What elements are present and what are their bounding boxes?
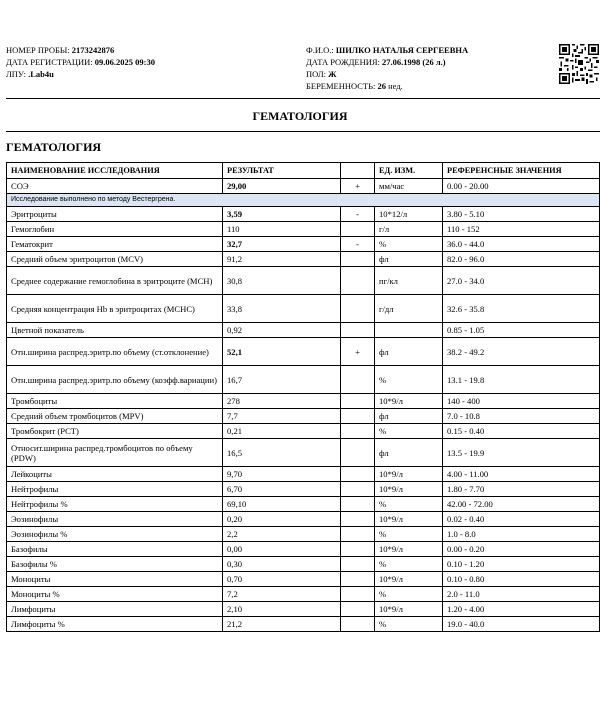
result-value-cell: 91,2	[223, 252, 341, 267]
result-flag-cell	[341, 295, 375, 323]
result-value-cell: 9,70	[223, 467, 341, 482]
registration-date-value: 09.06.2025 09:30	[94, 57, 155, 67]
test-name-cell: Базофилы	[7, 542, 223, 557]
test-name-cell: Гематокрит	[7, 237, 223, 252]
test-name-cell: Цветной показатель	[7, 323, 223, 338]
test-name-cell: Относит.ширина распред.тромбоцитов по объему (PDW)	[7, 439, 223, 467]
col-header-unit: ЕД. ИЗМ.	[375, 163, 443, 179]
patient-name-value: ШИЛКО НАТАЛЬЯ СЕРГЕЕВНА	[335, 45, 469, 55]
table-row	[7, 409, 600, 424]
unit-cell: 10*9/л	[375, 512, 443, 527]
result-flag-cell	[341, 512, 375, 527]
result-value-cell: 0,92	[223, 323, 341, 338]
result-flag-cell	[341, 542, 375, 557]
reference-range-cell: 1.20 - 4.00	[443, 602, 600, 617]
result-value-cell: 30,8	[223, 267, 341, 295]
col-header-name: НАИМЕНОВАНИЕ ИССЛЕДОВАНИЯ	[7, 163, 223, 179]
result-flag-cell	[341, 602, 375, 617]
test-name-cell: Эозинофилы %	[7, 527, 223, 542]
reference-range-cell: 19.0 - 40.0	[443, 617, 600, 632]
reference-range-cell: 38.2 - 49.2	[443, 338, 600, 366]
result-flag-cell	[341, 467, 375, 482]
result-flag-cell: -	[341, 207, 375, 222]
registration-date-line	[6, 56, 155, 68]
reference-range-cell: 0.10 - 0.80	[443, 572, 600, 587]
registration-date-label: ДАТА РЕГИСТРАЦИИ:	[6, 57, 93, 67]
test-name-cell: Среднее содержание гемоглобина в эритроците (MCH)	[7, 267, 223, 295]
table-row	[7, 366, 600, 394]
result-flag-cell	[341, 572, 375, 587]
table-row	[7, 587, 600, 602]
table-row	[7, 557, 600, 572]
unit-cell: мм/час	[375, 179, 443, 194]
reference-range-cell: 4.00 - 11.00	[443, 467, 600, 482]
result-flag-cell	[341, 424, 375, 439]
result-flag-cell	[341, 409, 375, 424]
table-row	[7, 179, 600, 194]
test-name-cell: Лейкоциты	[7, 467, 223, 482]
reference-range-cell: 140 - 400	[443, 394, 600, 409]
unit-cell: 10*9/л	[375, 542, 443, 557]
lpu-value: .Lab4u	[28, 69, 54, 79]
test-name-cell: Средняя концентрация Hb в эритроцитах (MCHC)	[7, 295, 223, 323]
table-row	[7, 394, 600, 409]
col-header-result: РЕЗУЛЬТАТ	[223, 163, 341, 179]
unit-cell: фл	[375, 439, 443, 467]
patient-header-left	[6, 44, 155, 80]
table-row	[7, 424, 600, 439]
patient-name-line	[306, 44, 468, 56]
table-row	[7, 617, 600, 632]
unit-cell: 10*9/л	[375, 394, 443, 409]
result-flag-cell	[341, 587, 375, 602]
result-value-cell: 2,2	[223, 527, 341, 542]
table-row	[7, 338, 600, 366]
result-value-cell: 7,7	[223, 409, 341, 424]
table-row	[7, 295, 600, 323]
result-flag-cell: +	[341, 338, 375, 366]
reference-range-cell: 0.15 - 0.40	[443, 424, 600, 439]
reference-range-cell: 1.80 - 7.70	[443, 482, 600, 497]
table-row	[7, 267, 600, 295]
method-note: Исследование выполнено по методу Вестергрена.	[7, 194, 600, 207]
unit-cell	[375, 323, 443, 338]
result-flag-cell	[341, 439, 375, 467]
result-value-cell: 52,1	[223, 338, 341, 366]
reference-range-cell: 2.0 - 11.0	[443, 587, 600, 602]
pregnancy-value: 26	[377, 81, 386, 91]
result-value-cell: 29,00	[223, 179, 341, 194]
reference-range-cell: 0.00 - 0.20	[443, 542, 600, 557]
result-flag-cell	[341, 252, 375, 267]
reference-range-cell: 0.02 - 0.40	[443, 512, 600, 527]
patient-name-label: Ф.И.О.:	[306, 45, 334, 55]
test-name-cell: Лимфоциты	[7, 602, 223, 617]
result-flag-cell	[341, 617, 375, 632]
reference-range-cell: 42.00 - 72.00	[443, 497, 600, 512]
test-name-cell: Тромбокрит (PCT)	[7, 424, 223, 439]
test-name-cell: Лимфоциты %	[7, 617, 223, 632]
reference-range-cell: 32.6 - 35.8	[443, 295, 600, 323]
test-name-cell: Отн.ширина распред.эритр.по объему (коэфф.вариации)	[7, 366, 223, 394]
unit-cell: фл	[375, 338, 443, 366]
reference-range-cell: 13.1 - 19.8	[443, 366, 600, 394]
result-flag-cell	[341, 323, 375, 338]
test-name-cell: Моноциты	[7, 572, 223, 587]
sample-number-label: НОМЕР ПРОБЫ:	[6, 45, 70, 55]
result-value-cell: 3,59	[223, 207, 341, 222]
result-value-cell: 6,70	[223, 482, 341, 497]
unit-cell: фл	[375, 409, 443, 424]
unit-cell: %	[375, 557, 443, 572]
header-divider	[6, 98, 600, 99]
result-value-cell: 278	[223, 394, 341, 409]
table-row	[7, 542, 600, 557]
col-header-flag	[341, 163, 375, 179]
title-divider	[6, 131, 600, 132]
table-row	[7, 222, 600, 237]
sex-value: Ж	[328, 69, 337, 79]
unit-cell: фл	[375, 252, 443, 267]
unit-cell: %	[375, 366, 443, 394]
reference-range-cell: 7.0 - 10.8	[443, 409, 600, 424]
test-name-cell: Базофилы %	[7, 557, 223, 572]
table-row	[7, 439, 600, 467]
test-name-cell: Нейтрофилы %	[7, 497, 223, 512]
result-flag-cell	[341, 394, 375, 409]
reference-range-cell: 13.5 - 19.9	[443, 439, 600, 467]
unit-cell: 10*9/л	[375, 482, 443, 497]
pregnancy-unit: нед.	[388, 81, 403, 91]
result-flag-cell	[341, 557, 375, 572]
result-flag-cell: +	[341, 179, 375, 194]
table-row	[7, 323, 600, 338]
pregnancy-line	[306, 80, 468, 92]
sample-number-value: 2173242876	[71, 45, 115, 55]
results-table	[6, 162, 600, 632]
reference-range-cell: 1.0 - 8.0	[443, 527, 600, 542]
table-row	[7, 252, 600, 267]
unit-cell: 10*12/л	[375, 207, 443, 222]
unit-cell: %	[375, 527, 443, 542]
reference-range-cell: 27.0 - 34.0	[443, 267, 600, 295]
birth-date-line	[306, 56, 468, 68]
result-value-cell: 2,10	[223, 602, 341, 617]
col-header-reference: РЕФЕРЕНСНЫЕ ЗНАЧЕНИЯ	[443, 163, 600, 179]
table-row	[7, 512, 600, 527]
result-value-cell: 21,2	[223, 617, 341, 632]
sex-label: ПОЛ:	[306, 69, 326, 79]
table-row	[7, 572, 600, 587]
result-value-cell: 69,10	[223, 497, 341, 512]
result-flag-cell	[341, 497, 375, 512]
test-name-cell: СОЭ	[7, 179, 223, 194]
reference-range-cell: 36.0 - 44.0	[443, 237, 600, 252]
method-note-row	[7, 194, 600, 207]
unit-cell: 10*9/л	[375, 572, 443, 587]
unit-cell: 10*9/л	[375, 467, 443, 482]
sample-number-line	[6, 44, 155, 56]
section-title: ГЕМАТОЛОГИЯ	[6, 140, 102, 154]
table-row	[7, 467, 600, 482]
table-row	[7, 237, 600, 252]
test-name-cell: Моноциты %	[7, 587, 223, 602]
birth-date-value: 27.06.1998 (26 л.)	[382, 57, 446, 67]
result-value-cell: 0,21	[223, 424, 341, 439]
unit-cell: г/дл	[375, 295, 443, 323]
table-row	[7, 497, 600, 512]
result-flag-cell	[341, 482, 375, 497]
lpu-line	[6, 68, 155, 80]
reference-range-cell: 0.00 - 20.00	[443, 179, 600, 194]
reference-range-cell: 110 - 152	[443, 222, 600, 237]
unit-cell: %	[375, 587, 443, 602]
unit-cell: %	[375, 617, 443, 632]
test-name-cell: Эозинофилы	[7, 512, 223, 527]
test-name-cell: Гемоглобин	[7, 222, 223, 237]
reference-range-cell: 0.85 - 1.05	[443, 323, 600, 338]
test-name-cell: Эритроциты	[7, 207, 223, 222]
result-flag-cell	[341, 527, 375, 542]
sex-line	[306, 68, 468, 80]
birth-date-label: ДАТА РОЖДЕНИЯ:	[306, 57, 380, 67]
reference-range-cell: 0.10 - 1.20	[443, 557, 600, 572]
result-value-cell: 0,00	[223, 542, 341, 557]
result-value-cell: 110	[223, 222, 341, 237]
result-value-cell: 0,70	[223, 572, 341, 587]
unit-cell: %	[375, 424, 443, 439]
pregnancy-label: БЕРЕМЕННОСТЬ:	[306, 81, 376, 91]
result-value-cell: 0,20	[223, 512, 341, 527]
result-value-cell: 16,7	[223, 366, 341, 394]
test-name-cell: Тромбоциты	[7, 394, 223, 409]
table-row	[7, 207, 600, 222]
unit-cell: %	[375, 237, 443, 252]
qr-code-icon	[559, 44, 599, 84]
table-row	[7, 527, 600, 542]
table-header-row	[7, 163, 600, 179]
result-flag-cell	[341, 366, 375, 394]
result-value-cell: 32,7	[223, 237, 341, 252]
result-value-cell: 33,8	[223, 295, 341, 323]
test-name-cell: Нейтрофилы	[7, 482, 223, 497]
unit-cell: г/л	[375, 222, 443, 237]
test-name-cell: Средний объем эритроцитов (MCV)	[7, 252, 223, 267]
table-row	[7, 602, 600, 617]
test-name-cell: Отн.ширина распред.эритр.по объему (ст.отклонение)	[7, 338, 223, 366]
result-value-cell: 16,5	[223, 439, 341, 467]
table-row	[7, 482, 600, 497]
result-flag-cell	[341, 222, 375, 237]
result-value-cell: 7,2	[223, 587, 341, 602]
result-value-cell: 0,30	[223, 557, 341, 572]
patient-header-right	[306, 44, 468, 92]
reference-range-cell: 3.80 - 5.10	[443, 207, 600, 222]
result-flag-cell: -	[341, 237, 375, 252]
page-title: ГЕМАТОЛОГИЯ	[252, 109, 348, 123]
test-name-cell: Средний объем тромбоцитов (MPV)	[7, 409, 223, 424]
unit-cell: %	[375, 497, 443, 512]
unit-cell: пг/кл	[375, 267, 443, 295]
lpu-label: ЛПУ:	[6, 69, 26, 79]
reference-range-cell: 82.0 - 96.0	[443, 252, 600, 267]
result-flag-cell	[341, 267, 375, 295]
unit-cell: 10*9/л	[375, 602, 443, 617]
